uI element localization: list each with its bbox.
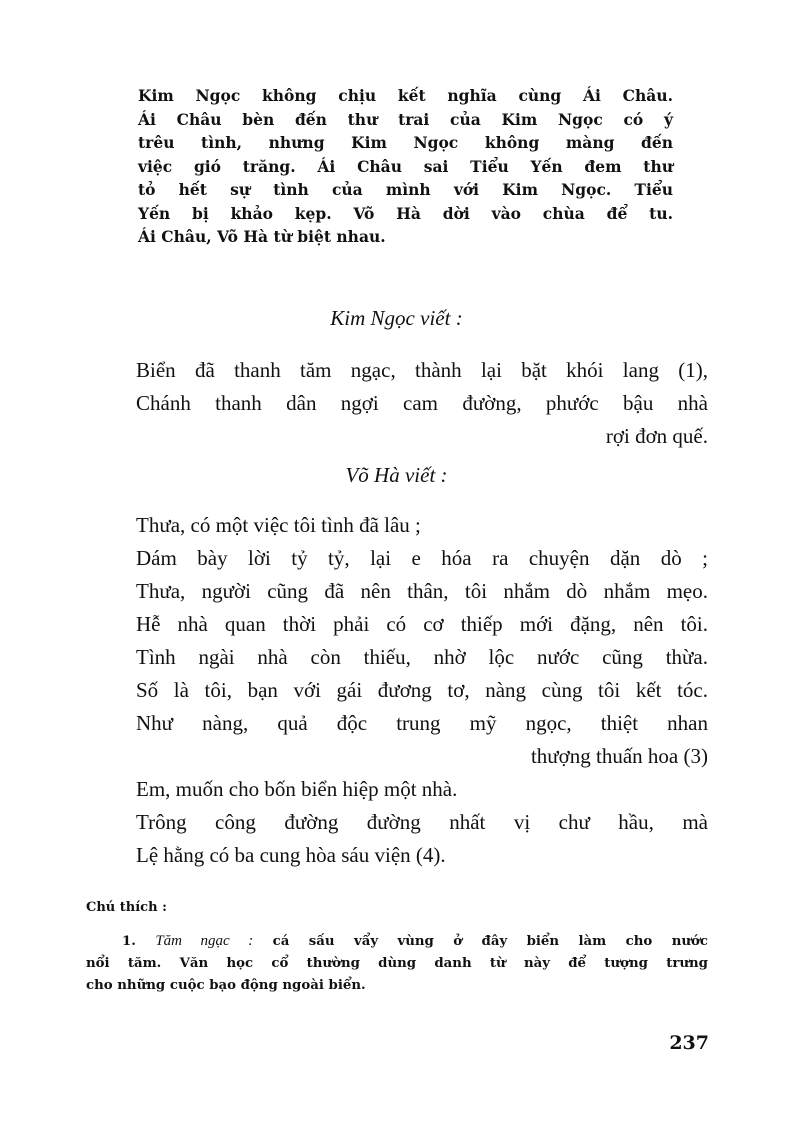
verse-line: Em, muốn cho bốn biển hiệp một nhà. [136, 777, 458, 801]
footnote-line: nổi tăm. Văn học cổ thường dùng danh từ này để tượng trưng [86, 956, 708, 971]
footnote-number: 1. [122, 934, 136, 949]
verse-line: Thưa, có một việc tôi tình đã lâu ; [136, 513, 421, 537]
verse-line: Thưa, người cũng đã nên thân, tôi nhắm dò nhắm mẹo. [136, 579, 708, 603]
summary-line: việc gió trăng. Ái Châu sai Tiểu Yến đem thư [138, 156, 673, 176]
summary-line: Ái Châu, Võ Hà từ biệt nhau. [138, 227, 386, 246]
verse-line: Lệ hằng có ba cung hòa sáu viện (4). [136, 843, 446, 867]
summary-line: Yến bị khảo kẹp. Võ Hà dời vào chùa để tu. [138, 203, 673, 223]
footnote-term: Tăm ngạc : [155, 933, 254, 949]
verse-vo-ha [136, 509, 708, 872]
verse-line: rợi đơn quế. [605, 424, 708, 448]
page-number: 237 [669, 1032, 709, 1054]
notes-title: Chú thích : [86, 900, 167, 915]
verse-line: thượng thuấn hoa (3) [530, 744, 708, 768]
summary-line: Kim Ngọc không chịu kết nghĩa cùng Ái Châu. [138, 86, 673, 105]
footnote-text: cá sấu vẩy vùng ở đây biển làm cho nước [272, 934, 708, 949]
verse-line: Trông công đường đường nhất vị chư hầu, mà [136, 810, 708, 834]
summary-line: tỏ hết sự tình của mình với Kim Ngọc. Tiểu [138, 180, 673, 199]
verse-line: Hễ nhà quan thời phải có cơ thiếp mới đặng, nên tôi. [136, 612, 708, 636]
verse-kim-ngoc [136, 354, 708, 453]
summary-line: Ái Châu bèn đến thư trai của Kim Ngọc có ý [138, 109, 673, 129]
verse-line: Như nàng, quả độc trung mỹ ngọc, thiệt nhan [136, 711, 708, 735]
verse-line: Dám bày lời tỷ tỷ, lại e hóa ra chuyện dặn dò ; [136, 546, 708, 570]
footnote-line [86, 930, 708, 953]
verse-line: Số là tôi, bạn với gái đương tơ, nàng cùng tôi kết tóc. [136, 678, 708, 702]
section-heading-kim-ngoc: Kim Ngọc viết : [330, 306, 463, 330]
section-heading-vo-ha: Võ Hà viết : [345, 463, 448, 487]
chapter-summary [138, 84, 673, 249]
verse-line: Chánh thanh dân ngợi cam đường, phước bậu nhà [136, 391, 708, 415]
summary-line: trêu tình, nhưng Kim Ngọc không màng đến [138, 133, 673, 152]
verse-line: Tình ngài nhà còn thiếu, nhờ lộc nước cũng thừa. [136, 645, 708, 669]
footnotes [86, 930, 708, 997]
footnote-line: cho những cuộc bạo động ngoài biển. [86, 978, 366, 993]
verse-line: Biển đã thanh tăm ngạc, thành lại bặt khói lang (1), [136, 358, 708, 382]
